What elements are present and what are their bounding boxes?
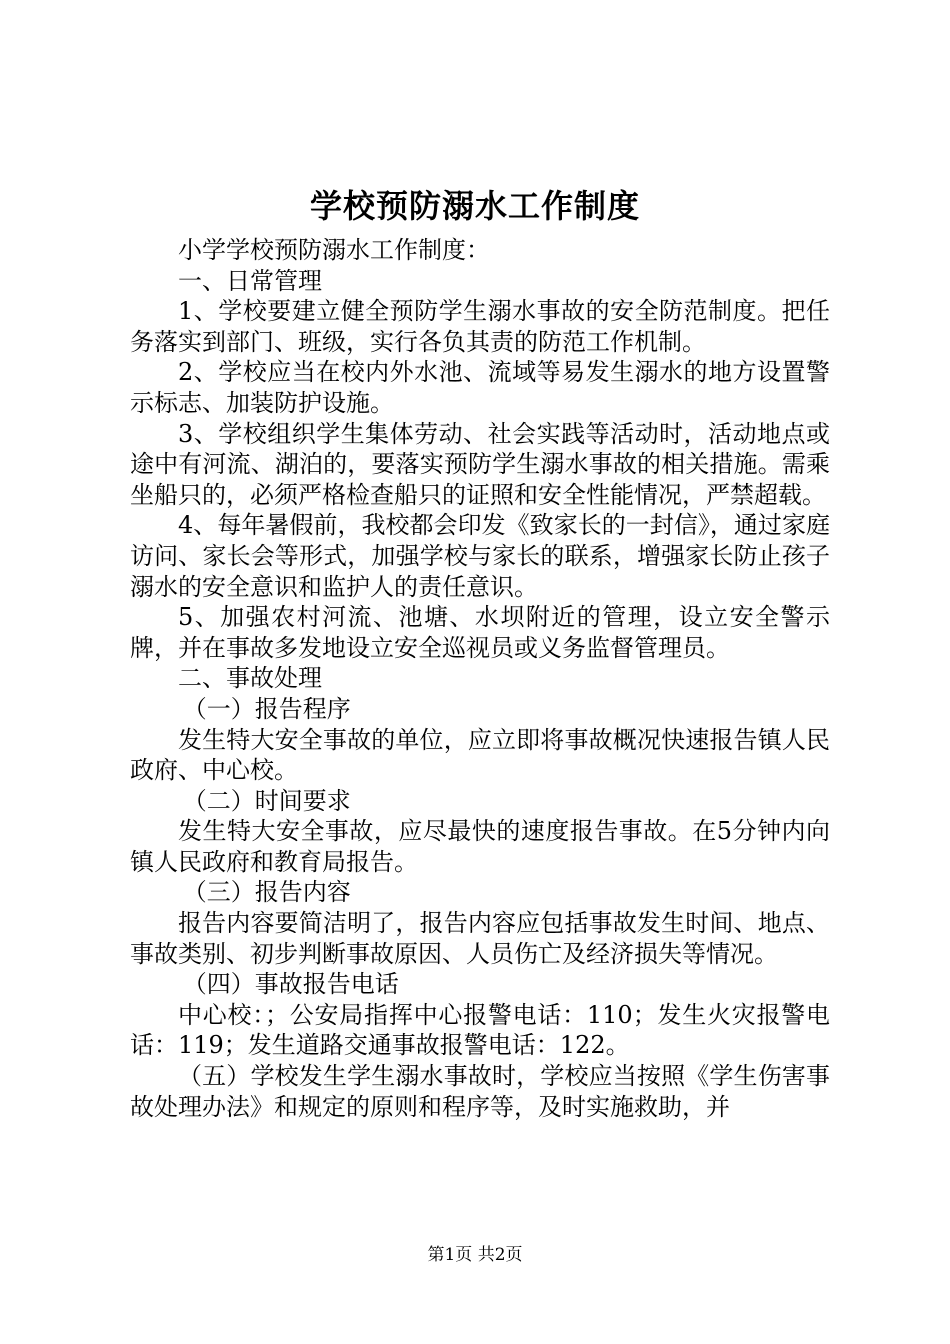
document-title: 学校预防溺水工作制度 bbox=[309, 187, 640, 225]
body-paragraph: 小学学校预防溺水工作制度： bbox=[178, 236, 490, 264]
body-paragraph: 1、学校要建立健全预防学生溺水事故的安全防范制度。把任务落实到部门、班级，实行各负其责的防范工作机制。 bbox=[130, 297, 830, 356]
subsection-heading: （二）时间要求 bbox=[182, 786, 351, 815]
body-paragraph: 报告内容要简洁明了，报告内容应包括事故发生时间、地点、事故类别、初步判断事故原因、人员伤亡及经济损失等情况。 bbox=[130, 909, 830, 968]
body-paragraph: 4、每年暑假前，我校都会印发《致家长的一封信》，通过家庭访问、家长会等形式，加强学校与家长的联系，增强家长防止孩子溺水的安全意识和监护人的责任意识。 bbox=[130, 511, 830, 601]
section-heading: 二、事故处理 bbox=[178, 664, 322, 693]
body-paragraph: （五）学校发生学生溺水事故时，学校应当按照《学生伤害事故处理办法》和规定的原则和程序等，及时实施救助，并 bbox=[130, 1062, 830, 1121]
subsection-heading: （一）报告程序 bbox=[182, 694, 351, 723]
body-paragraph: 5、加强农村河流、池塘、水坝附近的管理，设立安全警示牌，并在事故多发地设立安全巡视员或义务监督管理员。 bbox=[130, 603, 830, 662]
body-paragraph: 发生特大安全事故，应尽最快的速度报告事故。在5分钟内向镇人民政府和教育局报告。 bbox=[130, 817, 830, 876]
document-body bbox=[130, 235, 830, 1122]
body-paragraph: 发生特大安全事故的单位，应立即将事故概况快速报告镇人民政府、中心校。 bbox=[130, 725, 830, 785]
page-footer: 第1页 共2页 bbox=[427, 1245, 523, 1265]
body-paragraph: 3、学校组织学生集体劳动、社会实践等活动时，活动地点或途中有河流、湖泊的，要落实预防学生溺水事故的相关措施。需乘坐船只的，必须严格检查船只的证照和安全性能情况，严禁超载。 bbox=[130, 419, 830, 509]
subsection-heading: （四）事故报告电话 bbox=[182, 970, 399, 999]
body-paragraph: 2、学校应当在校内外水池、流域等易发生溺水的地方设置警示标志、加装防护设施。 bbox=[130, 358, 830, 417]
section-heading: 一、日常管理 bbox=[178, 266, 322, 295]
body-paragraph: 中心校：；公安局指挥中心报警电话：110；发生火灾报警电话：119；发生道路交通事故报警电话：122。 bbox=[130, 1000, 830, 1060]
subsection-heading: （三）报告内容 bbox=[182, 878, 351, 907]
